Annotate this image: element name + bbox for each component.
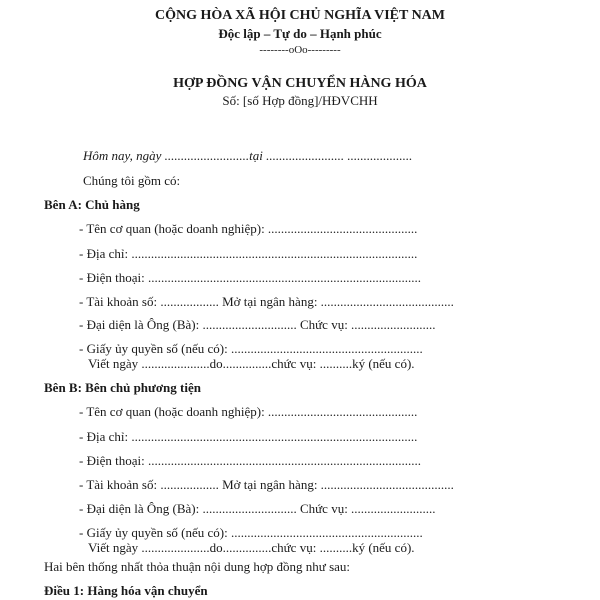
party-b-name: - Tên cơ quan (hoặc doanh nghiệp): .............................................. [79,404,418,419]
party-a-address: - Địa chỉ: ........................................................................................ [79,246,418,261]
party-b-phone: - Điện thoại: .................................................................................... [79,453,421,468]
party-b-heading: Bên B: Bên chủ phương tiện [44,380,201,395]
country-name: CỘNG HÒA XÃ HỘI CHỦ NGHĨA VIỆT NAM [154,8,445,23]
party-b-written: Viết ngày .....................do...............chức vụ: ..........ký (nếu có). [88,540,415,555]
agreement-line: Hai bên thống nhất thỏa thuận nội dung hợp đồng như sau: [44,559,351,574]
contract-number: Số: [số Hợp đồng]/HĐVCHH [222,93,378,108]
party-b-representative: - Đại diện là Ông (Bà): ............................. Chức vụ: .......................... [79,501,436,516]
party-a-heading: Bên A: Chủ hàng [44,197,140,212]
party-b-address: - Địa chỉ: ........................................................................................ [79,429,418,444]
party-b-authorization: - Giấy ủy quyền số (nếu có): ........................................................... [79,525,423,540]
header-divider: --------oOo--------- [259,44,341,56]
article-1-heading: Điều 1: Hàng hóa vận chuyển [44,583,208,598]
date-place-line: Hôm nay, ngày ..........................tại ........................ .................... [83,148,413,163]
party-a-phone: - Điện thoại: .................................................................................... [79,270,421,285]
contract-title: HỢP ĐỒNG VẬN CHUYỂN HÀNG HÓA [173,76,427,91]
party-a-name: - Tên cơ quan (hoặc doanh nghiệp): .............................................. [79,221,418,236]
we-are-line: Chúng tôi gồm có: [83,173,181,188]
party-a-representative: - Đại diện là Ông (Bà): ............................. Chức vụ: .......................... [79,317,436,332]
party-a-authorization: - Giấy ủy quyền số (nếu có): ........................................................... [79,341,423,356]
party-a-written: Viết ngày .....................do...............chức vụ: ..........ký (nếu có). [88,356,415,371]
party-a-account: - Tài khoản số: .................. Mở tại ngân hàng: ......................................... [79,294,454,309]
party-b-account: - Tài khoản số: .................. Mở tại ngân hàng: ......................................... [79,477,454,492]
national-motto: Độc lập – Tự do – Hạnh phúc [218,26,382,41]
